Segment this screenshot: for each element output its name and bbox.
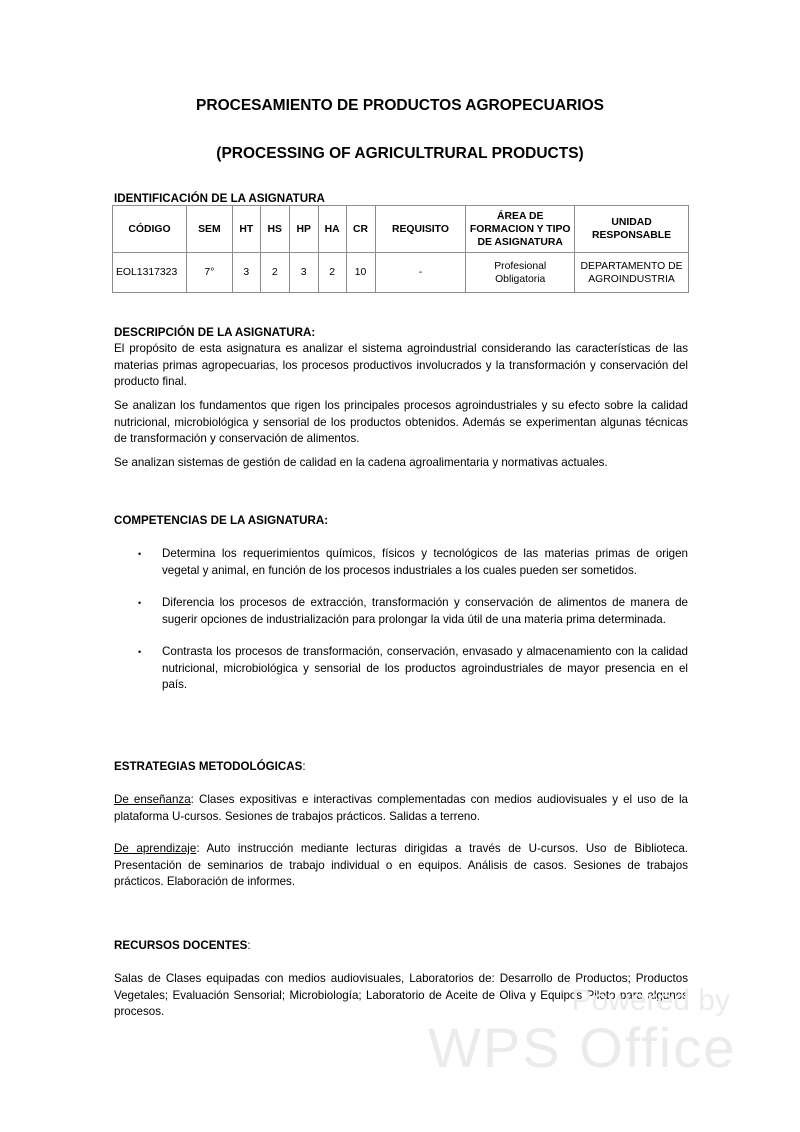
recursos-heading-line xyxy=(114,938,251,955)
list-item-text: Contrasta los procesos de transformación, conservación, envasado y almacenamiento con la calidad nutricional, microbiológica y sensorial de los productos agroindustriales de mayor presencia en el país. xyxy=(162,645,688,691)
list-item xyxy=(114,595,688,628)
aprendizaje-text: : Auto instrucción mediante lecturas dirigidas a través de U-cursos. Uso de Biblioteca. Presentación de seminarios de trabajo individual o en equipos. Análisis de casos. Sesiones de trabajos prácticos. Elaboración de informes. xyxy=(114,842,688,888)
table-header: HS xyxy=(260,206,289,253)
list-item xyxy=(114,644,688,694)
bullet-icon: • xyxy=(138,647,142,657)
descripcion-paragraph-2: Se analizan los fundamentos que rigen los principales procesos agroindustriales y su efecto sobre la calidad nutricional, microbiológica y sensorial de los productos obtenidos. Además se experimentan algunas técnicas de transformación y conservación de alimentos. xyxy=(114,399,688,445)
table-header: SEM xyxy=(186,206,232,253)
table-cell: 3 xyxy=(232,253,260,293)
page-title: PROCESAMIENTO DE PRODUCTOS AGROPECUARIOS xyxy=(196,97,604,114)
bullet-icon: • xyxy=(138,549,142,559)
ensenanza-text: : Clases expositivas e interactivas complementadas con medios audiovisuales y el uso de la plataforma U-cursos. Sesiones de trabajos prácticos. Salidas a terreno. xyxy=(114,793,688,823)
table-cell: Profesional Obligatoria xyxy=(466,253,575,293)
table-row xyxy=(113,253,689,293)
table-cell: 10 xyxy=(346,253,375,293)
list-item-text: Determina los requerimientos químicos, físicos y tecnológicos de las materias primas de origen vegetal y animal, en función de los procesos industriales a los cuales pueden ser sometidos. xyxy=(162,547,688,577)
identificacion-heading: IDENTIFICACIÓN DE LA ASIGNATURA xyxy=(114,192,325,205)
aprendizaje-paragraph xyxy=(114,841,688,891)
recursos-paragraph: Salas de Clases equipadas con medios audiovisuales, Laboratorios de: Desarrollo de Productos; Productos Vegetales; Evaluación Sensorial; Microbiología; Laboratorio de Aceite de Oliva y Equipos Piloto para algunos procesos. xyxy=(114,972,688,1018)
descripcion-paragraph-3: Se analizan sistemas de gestión de calidad en la cadena agroalimentaria y normativas actuales. xyxy=(114,456,608,469)
descripcion-paragraph-1: El propósito de esta asignatura es analizar el sistema agroindustrial considerando las características de las materias primas agropecuarias, los procesos productivos involucrados y la transformación y conservación del producto final. xyxy=(114,342,688,388)
watermark-line-2: WPS Office xyxy=(428,1016,737,1079)
table-header: HA xyxy=(318,206,346,253)
bullet-icon: • xyxy=(138,598,142,608)
competencias-heading: COMPETENCIAS DE LA ASIGNATURA: xyxy=(114,514,329,527)
recursos-colon: : xyxy=(247,939,251,952)
table-header: ÁREA DE FORMACION Y TIPO DE ASIGNATURA xyxy=(466,206,575,253)
list-item xyxy=(114,546,688,579)
aprendizaje-label: De aprendizaje xyxy=(114,842,197,855)
table-cell: - xyxy=(375,253,466,293)
table-cell: 7° xyxy=(186,253,232,293)
table-cell: 3 xyxy=(289,253,318,293)
table-header: REQUISITO xyxy=(375,206,466,253)
ensenanza-label: De enseñanza xyxy=(114,793,191,806)
identificacion-table xyxy=(112,205,689,293)
table-cell: DEPARTAMENTO DE AGROINDUSTRIA xyxy=(575,253,689,293)
table-header: CÓDIGO xyxy=(113,206,187,253)
table-cell: 2 xyxy=(318,253,346,293)
competencias-list xyxy=(114,546,688,710)
table-header: HP xyxy=(289,206,318,253)
wps-watermark xyxy=(428,984,738,1084)
page-subtitle: (PROCESSING OF AGRICULTRURAL PRODUCTS) xyxy=(216,145,584,162)
table-header: HT xyxy=(232,206,260,253)
table-header-row xyxy=(113,206,689,253)
descripcion-heading: DESCRIPCIÓN DE LA ASIGNATURA: xyxy=(114,326,316,339)
estrategias-heading: ESTRATEGIAS METODOLÓGICAS xyxy=(114,760,303,773)
table-header: CR xyxy=(346,206,375,253)
table-header: UNIDAD RESPONSABLE xyxy=(575,206,689,253)
estrategias-colon: : xyxy=(302,760,306,773)
estrategias-heading-line xyxy=(114,759,306,776)
watermark-line-1: Powered by xyxy=(571,984,730,1017)
ensenanza-paragraph xyxy=(114,792,688,825)
table-cell: 2 xyxy=(260,253,289,293)
table-cell: EOL1317323 xyxy=(113,253,187,293)
recursos-heading: RECURSOS DOCENTES xyxy=(114,939,248,952)
list-item-text: Diferencia los procesos de extracción, transformación y conservación de alimentos de manera de sugerir opciones de industrialización para prolongar la vida útil de una materia prima determinada. xyxy=(162,596,688,626)
